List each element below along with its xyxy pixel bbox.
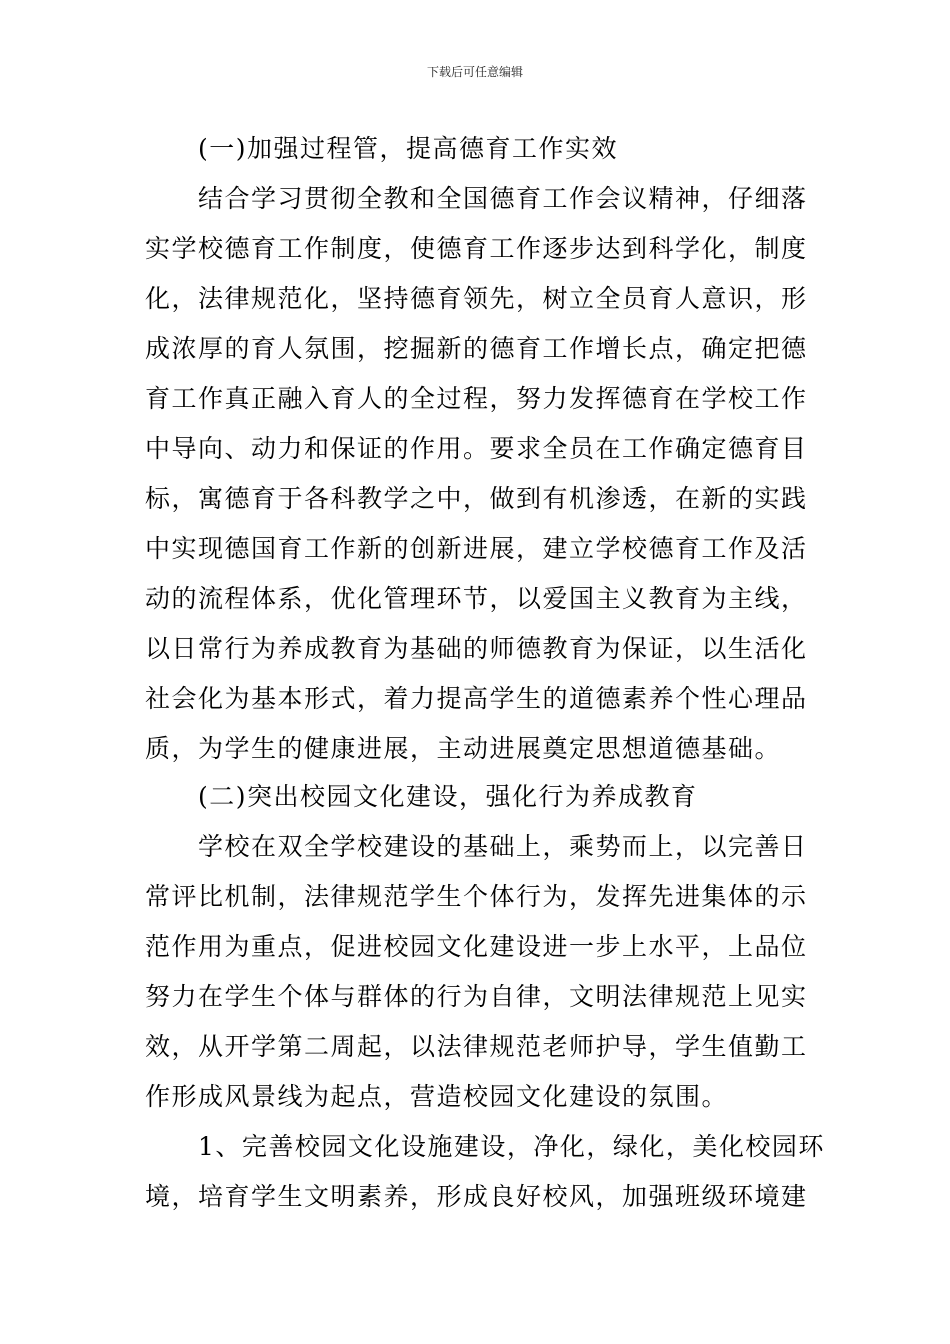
section-heading-1: (一)加强过程管，提高德育工作实效 [198,134,619,163]
paragraph-line: 中导向、动力和保证的作用。要求全员在工作确定德育目 [145,434,808,463]
paragraph-line: 境，培育学生文明素养，形成良好校风，加强班级环境建 [145,1182,808,1211]
paragraph-line: 中实现德国育工作新的创新进展，建立学校德育工作及活 [145,534,808,563]
section-heading-2: (二)突出校园文化建设，强化行为养成教育 [198,782,698,811]
paragraph-line: 努力在学生个体与群体的行为自律，文明法律规范上见实 [145,982,808,1011]
paragraph-line: 质，为学生的健康进展，主动进展奠定思想道德基础。 [145,734,782,763]
paragraph-line: 动的流程体系，优化管理环节，以爱国主义教育为主线， [145,584,808,613]
paragraph-line: 成浓厚的育人氛围，挖掘新的德育工作增长点，确定把德 [145,334,808,363]
paragraph-line: 育工作真正融入育人的全过程，努力发挥德育在学校工作 [145,384,808,413]
paragraph-line: 标，寓德育于各科教学之中，做到有机渗透，在新的实践 [145,484,808,513]
paragraph-line: 以日常行为养成教育为基础的师德教育为保证，以生活化 [145,634,808,663]
paragraph-line: 效，从开学第二周起，以法律规范老师护导，学生值勤工 [145,1032,808,1061]
paragraph-line: 作形成风景线为起点，营造校园文化建设的氛围。 [145,1082,729,1111]
paragraph-line: 1、完善校园文化设施建设，净化，绿化，美化校园环 [198,1132,825,1161]
paragraph-line: 化，法律规范化，坚持德育领先，树立全员育人意识，形 [145,284,808,313]
paragraph-line: 结合学习贯彻全教和全国德育工作会议精神，仔细落 [198,184,808,213]
paragraph-line: 学校在双全学校建设的基础上，乘势而上，以完善日 [198,832,808,861]
paragraph-line: 实学校德育工作制度，使德育工作逐步达到科学化，制度 [145,234,808,263]
page-header: 下载后可任意编辑 [426,65,523,79]
paragraph-line: 范作用为重点，促进校园文化建设进一步上水平，上品位 [145,932,808,961]
paragraph-line: 常评比机制，法律规范学生个体行为，发挥先进集体的示 [145,882,808,911]
paragraph-line: 社会化为基本形式，着力提高学生的道德素养个性心理品 [145,684,808,713]
